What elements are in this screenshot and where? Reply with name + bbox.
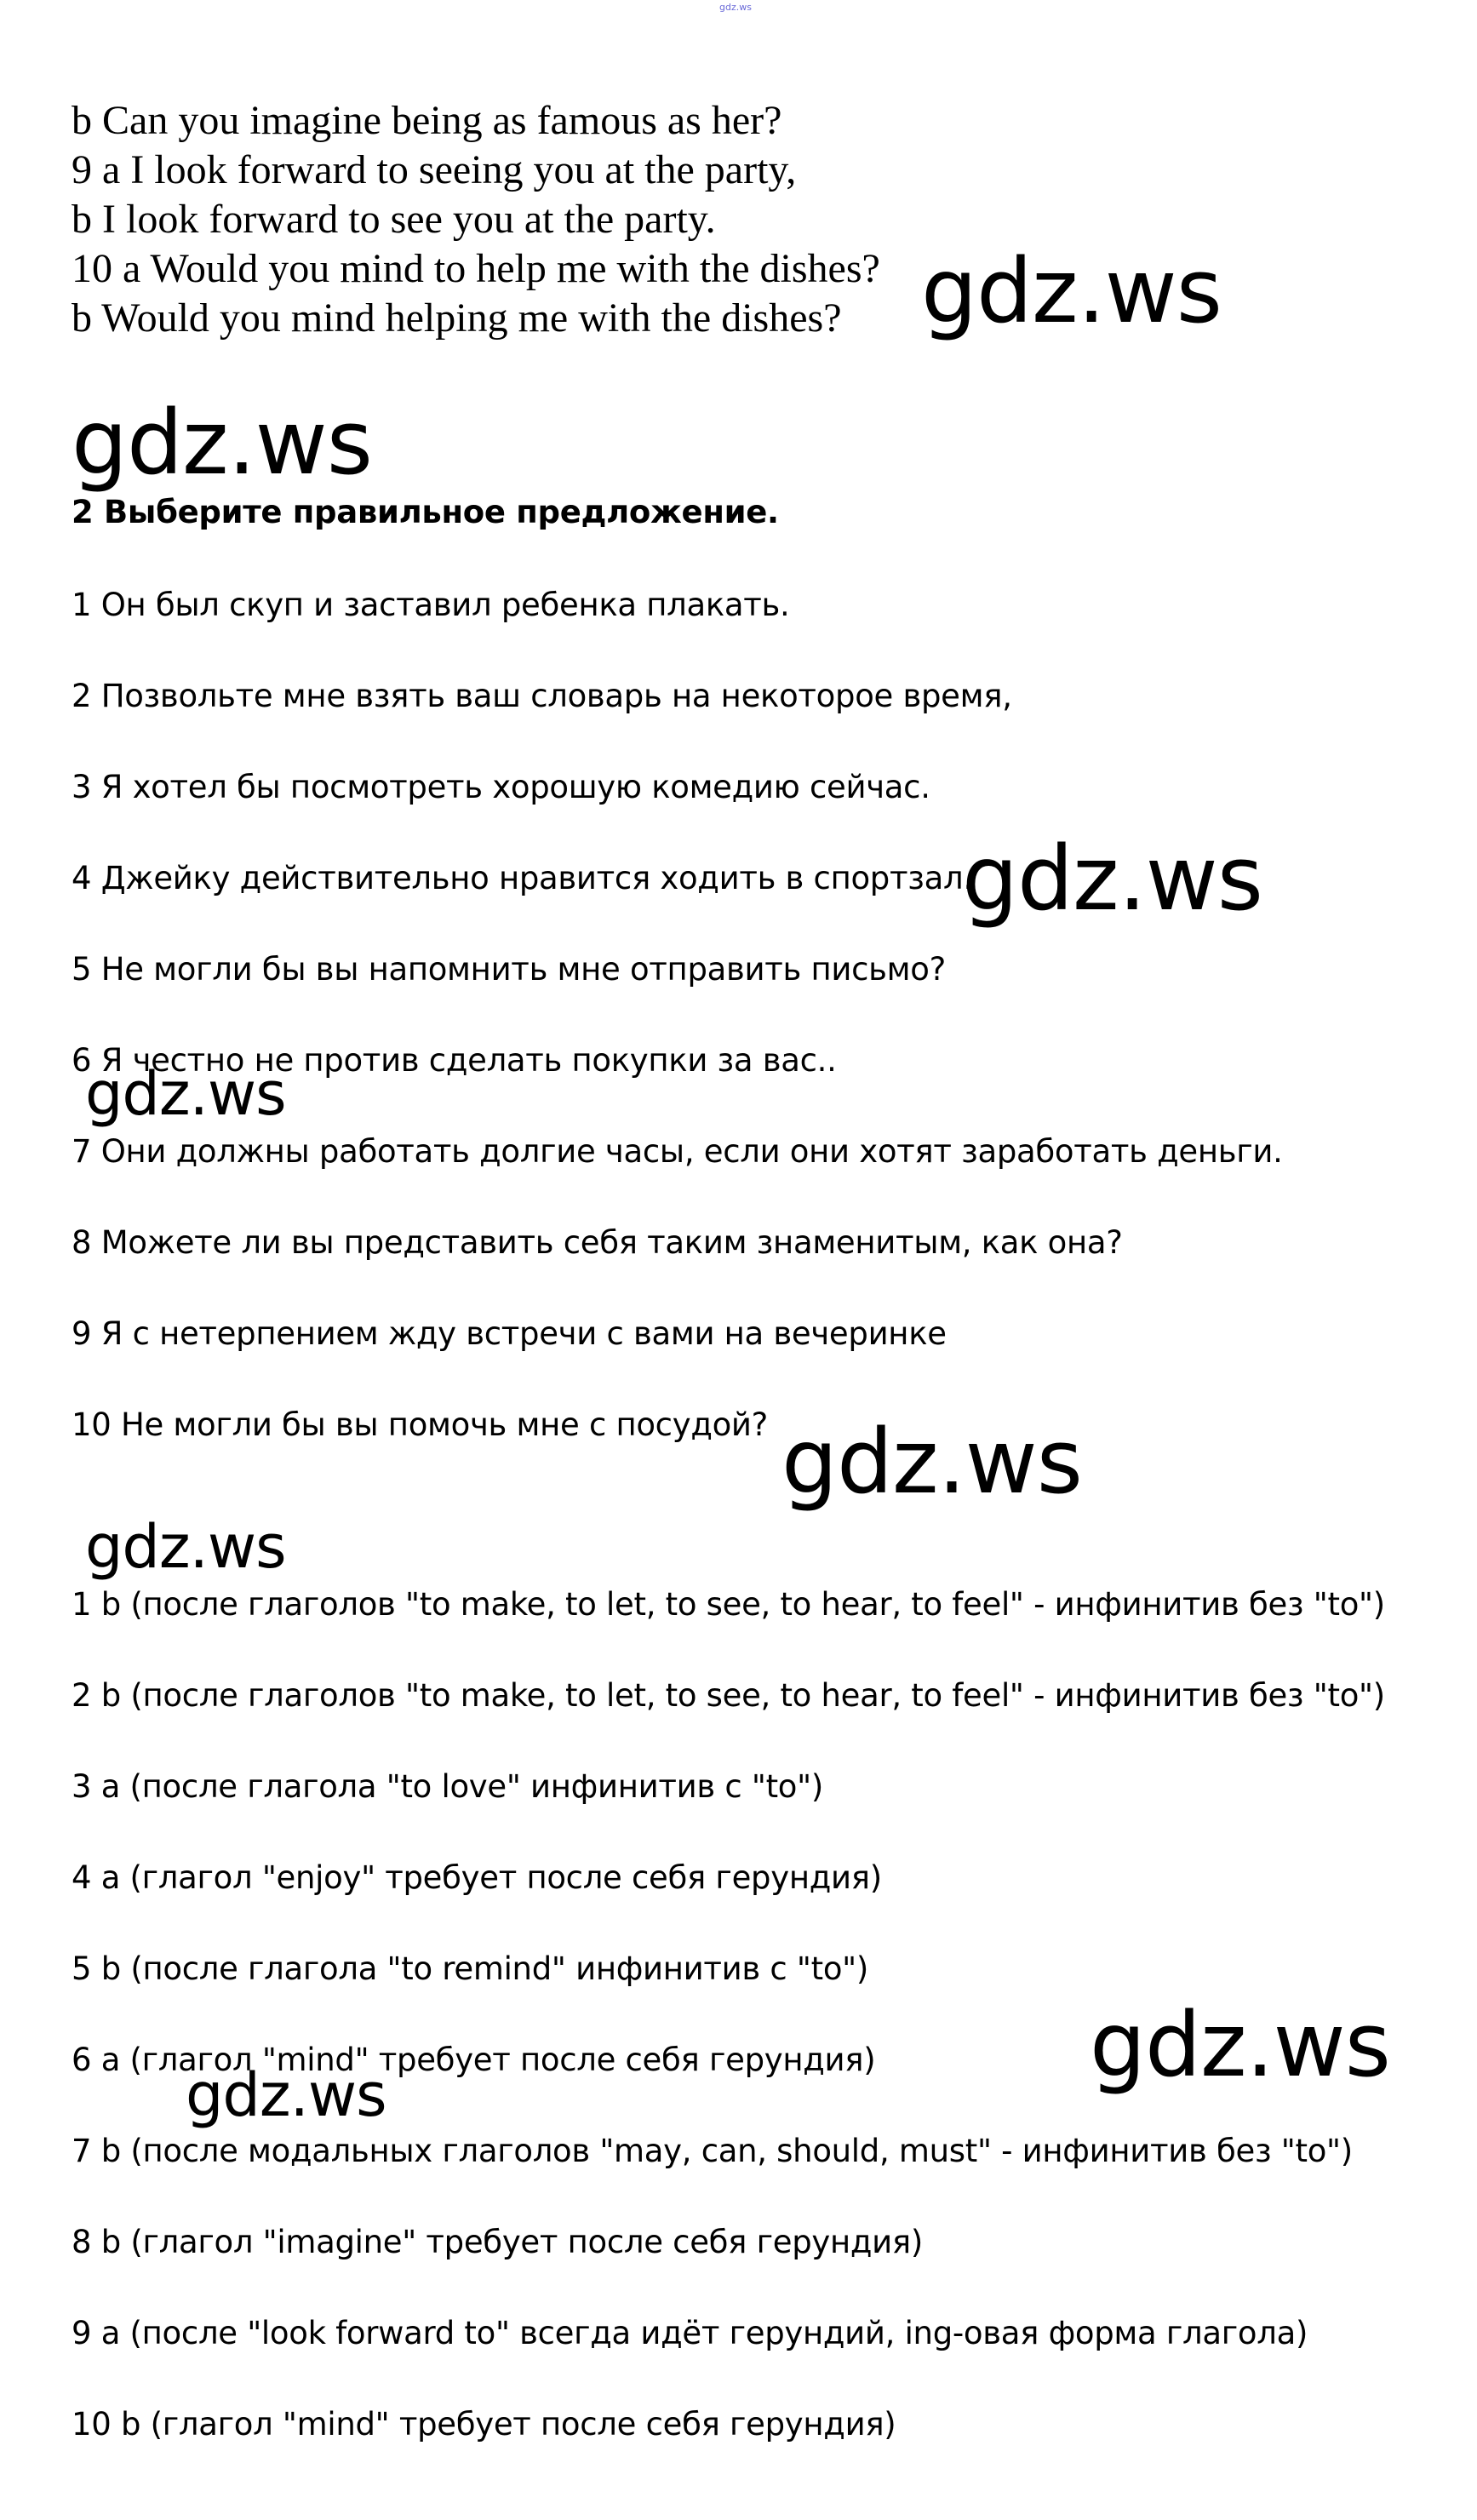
russian-sentence: 3 Я хотел бы посмотреть хорошую комедию сейчас. [72,769,930,805]
russian-sentence: 6 Я честно не против сделать покупки за вас.. [72,1042,837,1079]
english-line: 9 a I look forward to seeing you at the party, [72,147,797,192]
watermark: gdz.ws [85,1059,286,1129]
watermark: gdz.ws [962,827,1262,931]
watermark: gdz.ws [1090,1993,1390,2097]
russian-sentence: 4 Джейку действительно нравится ходить в спортзал. [72,860,973,896]
english-line: b Can you imagine being as famous as her? [72,98,782,143]
answer-line: 6 a (глагол "mind" требует после себя герундия) [72,2042,876,2078]
answer-line: 4 a (глагол "enjoy" требует после себя герундия) [72,1859,882,1896]
english-line: b I look forward to see you at the party. [72,197,716,242]
answer-line: 5 b (после глагола "to remind" инфинитив с "to") [72,1950,869,1987]
english-line: 10 a Would you mind to help me with the dishes? [72,246,880,291]
answer-line: 7 b (после модальных глаголов "may, can, should, must" - инфинитив без "to") [72,2133,1353,2169]
russian-sentence: 8 Можете ли вы представить себя таким знаменитым, как она? [72,1224,1123,1261]
russian-sentence: 1 Он был скуп и заставил ребенка плакать. [72,587,790,623]
watermark: gdz.ws [72,391,372,495]
watermark: gdz.ws [781,1410,1082,1514]
english-line: b Would you mind helping me with the dishes? [72,295,842,341]
watermark: gdz.ws [186,2060,386,2130]
answer-line: 2 b (после глаголов "to make, to let, to see, to hear, to feel" - инфинитив без "to") [72,1677,1385,1714]
russian-sentence: 9 Я с нетерпением жду встречи с вами на вечеринке [72,1315,947,1352]
russian-sentence: 7 Они должны работать долгие часы, если они хотят заработать деньги. [72,1133,1283,1170]
answer-line: 3 a (после глагола "to love" инфинитив с "to") [72,1768,823,1805]
answer-line: 10 b (глагол "mind" требует после себя герундия) [72,2406,896,2443]
russian-sentence: 10 Не могли бы вы помочь мне с посудой? [72,1406,769,1443]
answer-line: 8 b (глагол "imagine" требует после себя герундия) [72,2224,923,2260]
answer-line: 9 a (после "look forward to" всегда идёт герундий, ing-овая форма глагола) [72,2315,1308,2351]
russian-sentence: 2 Позвольте мне взять ваш словарь на некоторое время, [72,678,1012,714]
watermark: gdz.ws [921,239,1222,343]
answer-line: 1 b (после глаголов "to make, to let, to see, to hear, to feel" - инфинитив без "to") [72,1586,1385,1623]
section-heading: 2 Выберите правильное предложение. [72,494,779,530]
header-watermark: gdz.ws [719,2,752,13]
russian-sentence: 5 Не могли бы вы напомнить мне отправить письмо? [72,951,946,988]
watermark: gdz.ws [85,1512,286,1582]
